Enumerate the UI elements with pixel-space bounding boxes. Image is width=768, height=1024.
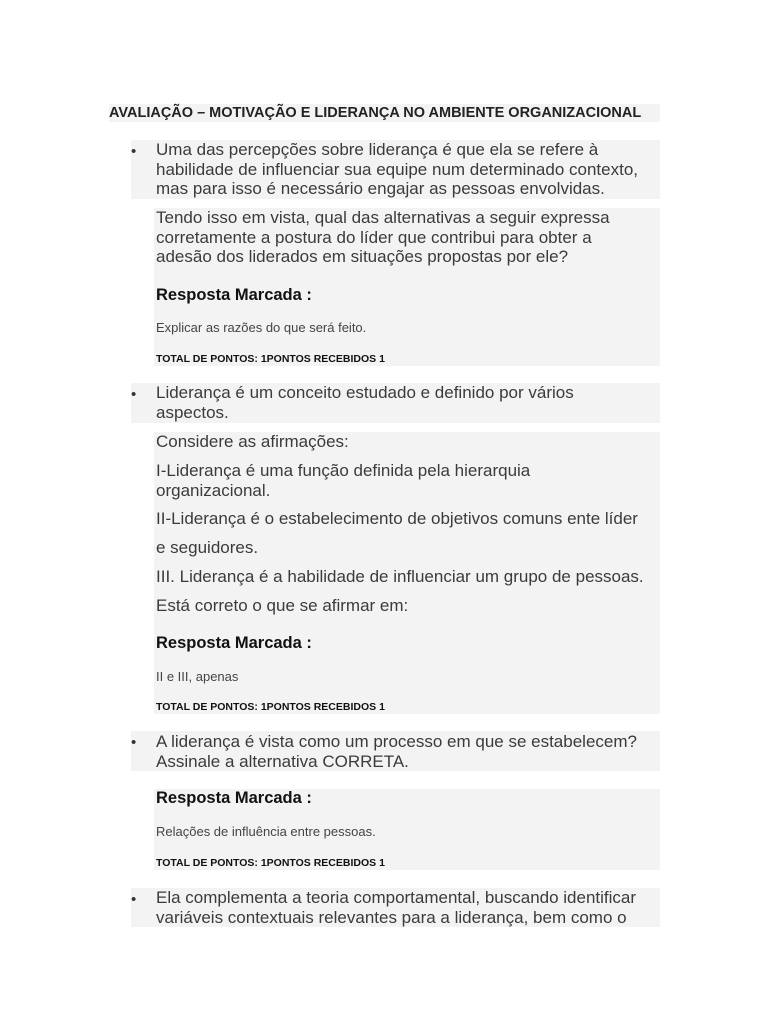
bullet: • <box>131 891 137 908</box>
q1-intro <box>156 140 661 199</box>
q2-statement: e seguidores. <box>156 538 259 557</box>
q4-intro-line: variáveis contextuais relevantes para a liderança, bem como o <box>156 907 627 927</box>
q3-intro-line: A liderança é vista como um processo em que se estabelecem? <box>156 732 637 751</box>
q1-body-line: corretamente a postura do líder que contribui para obter a <box>156 227 592 247</box>
q1-intro-line: Uma das percepções sobre liderança é que ela se refere à <box>156 140 599 159</box>
q3-intro-line: Assinale a alternativa CORRETA. <box>156 751 409 771</box>
bullet: • <box>131 734 137 751</box>
bullet: • <box>131 143 137 160</box>
q1-points: TOTAL DE PONTOS: 1PONTOS RECEBIDOS 1 <box>156 353 385 365</box>
q2-statement-line: I-Liderança é uma função definida pela hierarquia <box>156 461 531 480</box>
q1-intro-line: habilidade de influenciar sua equipe num determinado contexto, <box>156 159 638 179</box>
q3-answer: Relações de influência entre pessoas. <box>156 824 376 839</box>
q4-intro <box>156 888 661 927</box>
q4-intro-line: Ela complementa a teoria comportamental, buscando identificar <box>156 888 637 907</box>
q2-statement: II-Liderança é o estabelecimento de objetivos comuns ente líder <box>156 509 638 528</box>
q1-body-line: adesão dos liderados em situações propostas por ele? <box>156 247 569 266</box>
q2-points: TOTAL DE PONTOS: 1PONTOS RECEBIDOS 1 <box>156 701 385 713</box>
q2-statement: Está correto o que se afirmar em: <box>156 596 409 615</box>
q1-body-line: Tendo isso em vista, qual das alternativas a seguir expressa <box>156 208 610 227</box>
q1-body <box>156 208 661 267</box>
q2-intro-line: aspectos. <box>156 402 229 422</box>
q2-answer: II e III, apenas <box>156 669 239 684</box>
bullet: • <box>131 386 137 403</box>
page-title: AVALIAÇÃO – MOTIVAÇÃO E LIDERANÇA NO AMBIENTE ORGANIZACIONAL <box>109 105 642 121</box>
q2-statement-line: organizacional. <box>156 480 271 500</box>
answer-label: Resposta Marcada : <box>156 634 312 652</box>
q2-statement: III. Liderança é a habilidade de influenciar um grupo de pessoas. <box>156 567 644 586</box>
answer-label: Resposta Marcada : <box>156 789 312 807</box>
q2-intro <box>156 383 661 422</box>
q2-intro-line: Liderança é um conceito estudado e definido por vários <box>156 383 574 402</box>
q3-intro <box>156 732 661 771</box>
q2-statement <box>156 461 661 500</box>
q1-intro-line: mas para isso é necessário engajar as pessoas envolvidas. <box>156 179 605 198</box>
q1-answer: Explicar as razões do que será feito. <box>156 320 367 335</box>
q3-points: TOTAL DE PONTOS: 1PONTOS RECEBIDOS 1 <box>156 857 385 869</box>
q2-statement: Considere as afirmações: <box>156 432 349 451</box>
answer-label: Resposta Marcada : <box>156 286 312 304</box>
